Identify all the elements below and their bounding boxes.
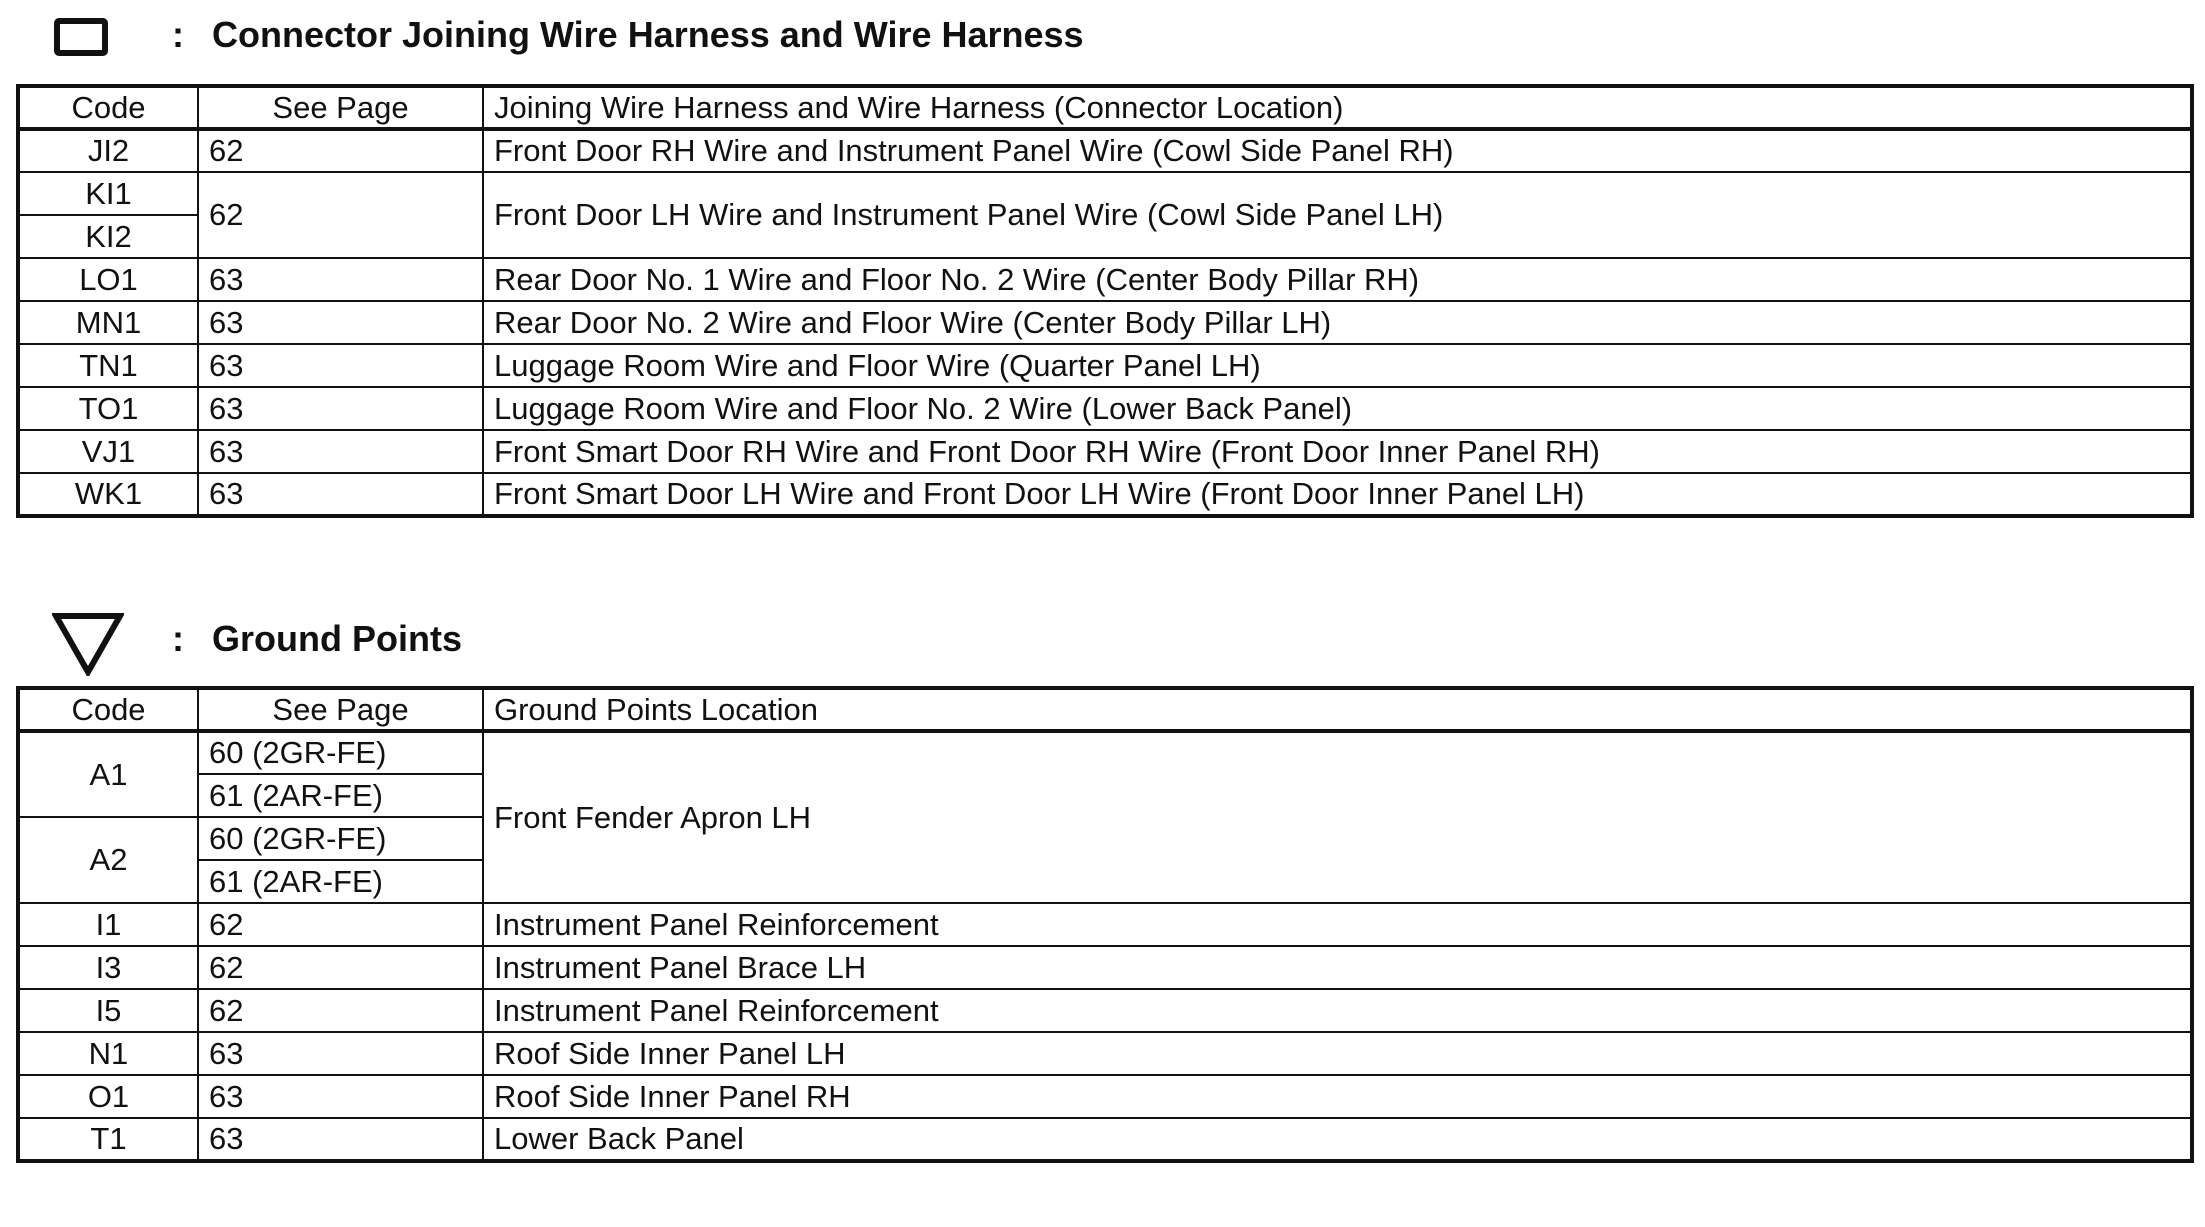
row-page: 62: [198, 172, 483, 258]
ground-section-header: [0, 604, 1400, 664]
row-code: A1: [18, 731, 198, 817]
header-code: Code: [18, 86, 198, 129]
row-page: 62: [198, 129, 483, 172]
table-row: [18, 1118, 2192, 1161]
row-location: Rear Door No. 1 Wire and Floor No. 2 Wire (Center Body Pillar RH): [483, 258, 2192, 301]
row-location: Instrument Panel Reinforcement: [483, 989, 2192, 1032]
row-code: KI1: [18, 172, 198, 215]
table-row: [18, 344, 2192, 387]
header-see-page: See Page: [198, 86, 483, 129]
row-page: 63: [198, 301, 483, 344]
row-page: 62: [198, 946, 483, 989]
row-code: LO1: [18, 258, 198, 301]
ground-colon: :: [172, 618, 184, 659]
table-row: [18, 1032, 2192, 1075]
row-code: N1: [18, 1032, 198, 1075]
connector-section-title: Connector Joining Wire Harness and Wire Harness: [212, 14, 1084, 55]
row-page: 63: [198, 344, 483, 387]
row-location: Front Smart Door RH Wire and Front Door RH Wire (Front Door Inner Panel RH): [483, 430, 2192, 473]
row-location: Front Door RH Wire and Instrument Panel Wire (Cowl Side Panel RH): [483, 129, 2192, 172]
row-location: Lower Back Panel: [483, 1118, 2192, 1161]
header-location: Joining Wire Harness and Wire Harness (Connector Location): [483, 86, 2192, 129]
row-page: 63: [198, 1075, 483, 1118]
table-row: [18, 129, 2192, 172]
row-location: Roof Side Inner Panel LH: [483, 1032, 2192, 1075]
table-row: [18, 258, 2192, 301]
row-code: T1: [18, 1118, 198, 1161]
row-location: Front Fender Apron LH: [483, 731, 2192, 903]
row-page: 62: [198, 989, 483, 1032]
table-row: [18, 1075, 2192, 1118]
row-page: 63: [198, 430, 483, 473]
row-code: A2: [18, 817, 198, 903]
table-row: [18, 731, 2192, 774]
row-code: MN1: [18, 301, 198, 344]
ground-triangle-icon: [52, 612, 124, 676]
connector-section-header: [0, 2, 1400, 62]
row-code: JI2: [18, 129, 198, 172]
table-row: [18, 989, 2192, 1032]
row-code: I1: [18, 903, 198, 946]
row-code: VJ1: [18, 430, 198, 473]
row-page: 62: [198, 903, 483, 946]
ground-table-header: [18, 688, 2192, 731]
row-code: KI2: [18, 215, 198, 258]
table-row: [18, 946, 2192, 989]
row-code: I5: [18, 989, 198, 1032]
row-page: 63: [198, 258, 483, 301]
row-location: Instrument Panel Brace LH: [483, 946, 2192, 989]
table-row: [18, 903, 2192, 946]
row-code: TO1: [18, 387, 198, 430]
row-code: O1: [18, 1075, 198, 1118]
connector-colon: :: [172, 14, 184, 55]
connector-table: [16, 84, 2194, 518]
row-page: 63: [198, 1032, 483, 1075]
row-page: 61 (2AR-FE): [198, 860, 483, 903]
header-see-page: See Page: [198, 688, 483, 731]
connector-symbol-icon: [54, 18, 108, 56]
table-row: [18, 172, 2192, 215]
row-page: 60 (2GR-FE): [198, 731, 483, 774]
row-location: Instrument Panel Reinforcement: [483, 903, 2192, 946]
table-row: [18, 301, 2192, 344]
ground-section-title: Ground Points: [212, 618, 462, 659]
row-page: 60 (2GR-FE): [198, 817, 483, 860]
row-location: Luggage Room Wire and Floor Wire (Quarter Panel LH): [483, 344, 2192, 387]
table-row: [18, 430, 2192, 473]
ground-table: [16, 686, 2194, 1163]
row-page: 61 (2AR-FE): [198, 774, 483, 817]
row-page: 63: [198, 1118, 483, 1161]
row-page: 63: [198, 387, 483, 430]
header-code: Code: [18, 688, 198, 731]
table-row: [18, 473, 2192, 516]
row-location: Rear Door No. 2 Wire and Floor Wire (Center Body Pillar LH): [483, 301, 2192, 344]
connector-table-header: [18, 86, 2192, 129]
row-location: Front Smart Door LH Wire and Front Door LH Wire (Front Door Inner Panel LH): [483, 473, 2192, 516]
table-row: [18, 387, 2192, 430]
row-location: Roof Side Inner Panel RH: [483, 1075, 2192, 1118]
row-location: Front Door LH Wire and Instrument Panel Wire (Cowl Side Panel LH): [483, 172, 2192, 258]
row-code: WK1: [18, 473, 198, 516]
row-code: TN1: [18, 344, 198, 387]
row-code: I3: [18, 946, 198, 989]
header-location: Ground Points Location: [483, 688, 2192, 731]
row-location: Luggage Room Wire and Floor No. 2 Wire (Lower Back Panel): [483, 387, 2192, 430]
row-page: 63: [198, 473, 483, 516]
